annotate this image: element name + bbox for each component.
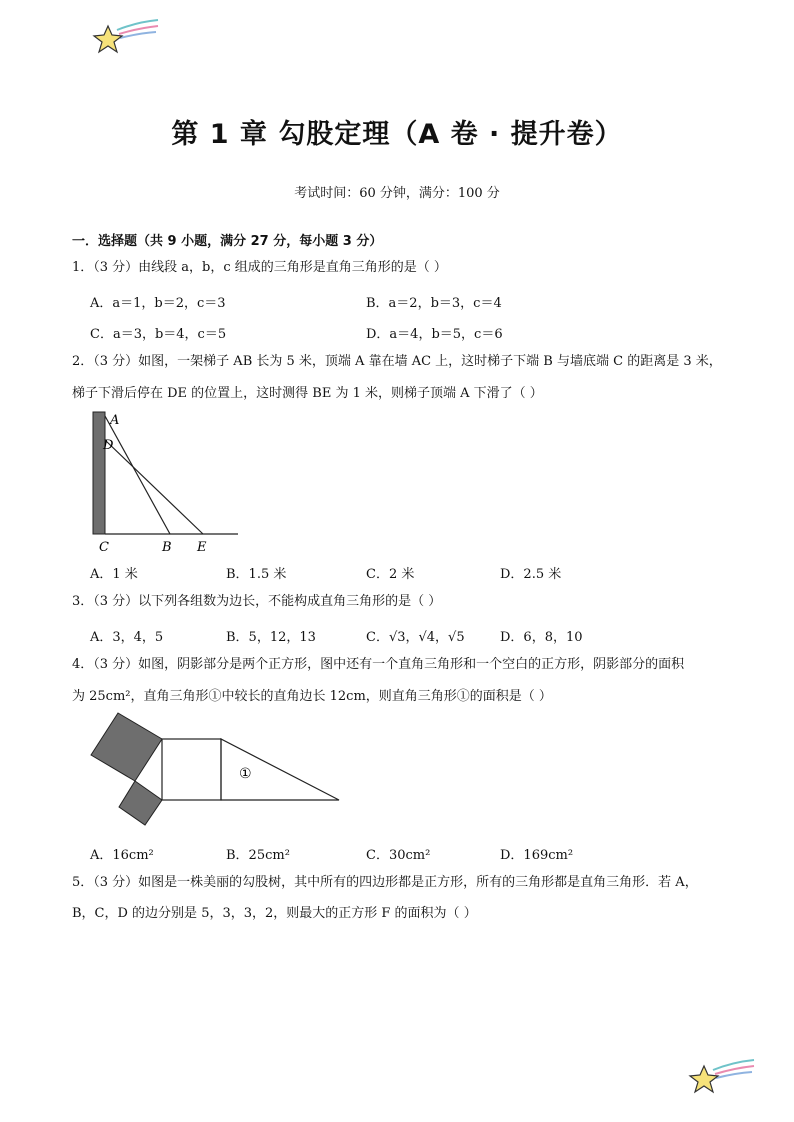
question-2-option-c: C．2 米: [366, 567, 415, 582]
squares-triangle-figure: [86, 706, 348, 832]
label-e: E: [197, 540, 207, 555]
question-3-option-a: A．3，4，5: [90, 630, 164, 645]
shaded-square-small: [119, 781, 162, 825]
question-3-stem: 3．（3 分）以下列各组数为边长，不能构成直角三角形的是（ ）: [72, 594, 442, 609]
page-title: 第 1 章 勾股定理（A 卷 · 提升卷）: [171, 119, 623, 150]
question-4-option-d: D．169cm²: [500, 848, 574, 863]
blank-square: [162, 739, 221, 800]
question-1-stem: 1．（3 分）由线段 a，b，c 组成的三角形是直角三角形的是（ ）: [72, 260, 447, 275]
question-1-option-d: D．a＝4，b＝5，c＝6: [366, 327, 503, 342]
shaded-square-large: [91, 713, 162, 781]
question-3-option-b: B．5，12，13: [226, 630, 316, 645]
question-2-option-b: B．1.5 米: [226, 567, 287, 582]
question-4-stem-line-2: 为 25cm²，直角三角形①中较长的直角边长 12cm，则直角三角形①的面积是（ ）: [72, 689, 552, 704]
question-2-stem-line-2: 梯子下滑后停在 DE 的位置上，这时测得 BE 为 1 米，则梯子顶端 A 下滑了（ ）: [72, 386, 543, 401]
question-3-option-c: C．√3，√4，√5: [366, 630, 465, 645]
ladder-de: [105, 440, 203, 534]
star-icon: [92, 18, 162, 58]
label-b: B: [162, 540, 172, 555]
question-5-stem-line-1: 5．（3 分）如图是一株美丽的勾股树，其中所有的四边形都是正方形，所有的三角形都是直角三角形．若 A，: [72, 875, 698, 890]
question-2-stem-line-1: 2．（3 分）如图，一架梯子 AB 长为 5 米，顶端 A 靠在墙 AC 上，这时梯子下端 B 与墙底端 C 的距离是 3 米，: [72, 354, 722, 369]
triangle-label: ①: [239, 766, 252, 782]
ladder-figure: [86, 408, 246, 556]
question-2-option-d: D．2.5 米: [500, 567, 562, 582]
question-1-option-b: B．a＝2，b＝3，c＝4: [366, 296, 502, 311]
question-2-option-a: A．1 米: [90, 567, 138, 582]
label-d: D: [103, 438, 114, 453]
star-icon: [688, 1058, 758, 1098]
label-c: C: [99, 540, 109, 555]
question-4-option-b: B．25cm²: [226, 848, 290, 863]
ladder-ab: [105, 416, 170, 534]
question-4-option-c: C．30cm²: [366, 848, 431, 863]
question-3-option-d: D．6，8，10: [500, 630, 583, 645]
question-4-option-a: A．16cm²: [90, 848, 154, 863]
section-heading: 一．选择题（共 9 小题，满分 27 分，每小题 3 分）: [72, 234, 383, 249]
question-5-stem-line-2: B，C，D 的边分别是 5，3，3，2，则最大的正方形 F 的面积为（ ）: [72, 906, 477, 921]
exam-info: 考试时间：60 分钟，满分：100 分: [294, 186, 500, 201]
question-4-stem-line-1: 4．（3 分）如图，阴影部分是两个正方形，图中还有一个直角三角形和一个空白的正方形，阴影部分的面积: [72, 657, 685, 672]
question-1-option-c: C．a＝3，b＝4，c＝5: [90, 327, 227, 342]
wall: [93, 412, 105, 534]
question-1-option-a: A．a＝1，b＝2，c＝3: [90, 296, 226, 311]
label-a: A: [110, 413, 120, 428]
